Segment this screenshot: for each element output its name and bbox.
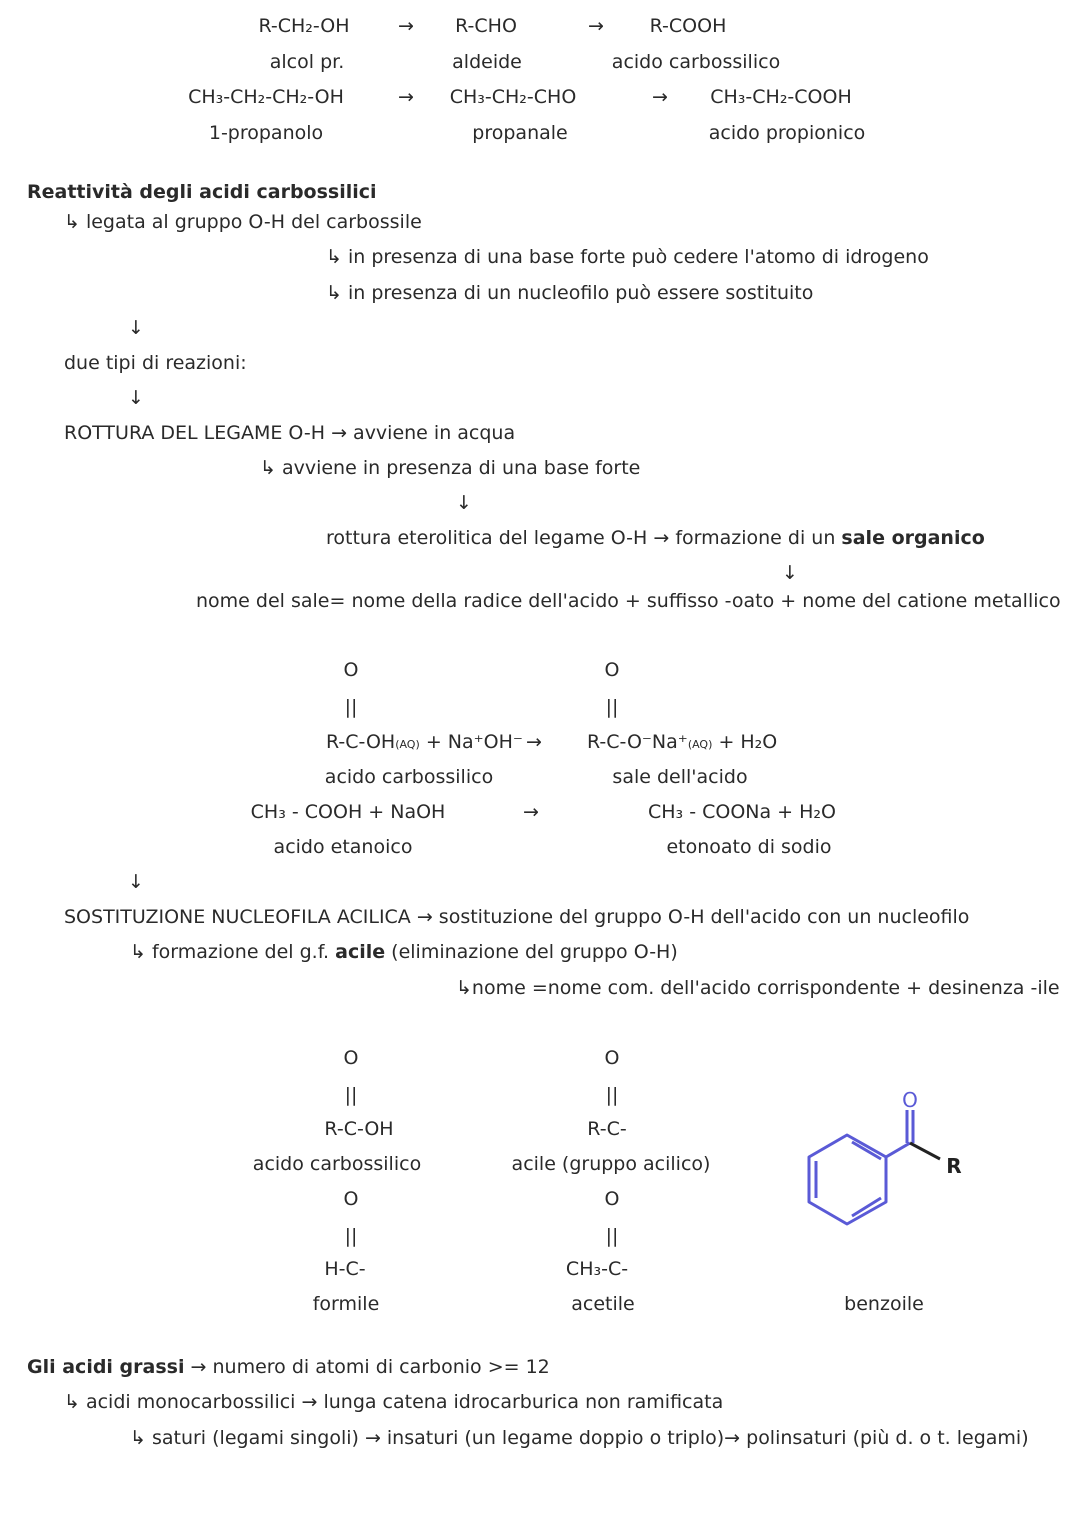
arrow: →: [588, 15, 604, 37]
carbonyl-oxygen: O: [604, 659, 620, 681]
propionic-acid-formula: CH₃-CH₂-COOH: [710, 86, 852, 108]
arrow: →: [398, 15, 414, 37]
ethanoic-reaction-right: CH₃ - COONa + H₂O: [648, 801, 836, 823]
label-acid-salt: sale dell'acido: [612, 766, 748, 788]
heterolytic-note: [326, 529, 985, 548]
arrow: →: [398, 86, 414, 108]
reactivity-note: ↳ legata al gruppo O-H del carbossile: [64, 211, 422, 233]
double-bond: ||: [344, 696, 358, 718]
ethanoic-reaction-left: CH₃ - COOH + NaOH: [250, 801, 446, 823]
organic-salt-term: sale organico: [841, 527, 985, 549]
carbonyl-oxygen: O: [604, 1188, 620, 1210]
acid-formula: R-C-OH: [326, 731, 396, 753]
reactivity-nucleophile-note: ↳ in presenza di un nucleofilo può essere sostituito: [326, 282, 814, 304]
acetyl-structure: CH₃-C-: [565, 1258, 629, 1280]
carbonyl-oxygen: O: [343, 1188, 359, 1210]
down-arrow: ↓: [128, 317, 144, 339]
water-product: + H₂O: [718, 731, 778, 753]
benzene-ring: [809, 1135, 886, 1224]
down-arrow: ↓: [782, 562, 798, 584]
benzoyl-structure: [800, 1085, 975, 1230]
substitution-heading: SOSTITUZIONE NUCLEOFILA ACILICA → sostituzione del gruppo O-H dell'acido con un nucleofilo: [64, 906, 970, 928]
carbonyl-oxygen: O: [343, 1047, 359, 1069]
salt-product: [587, 733, 777, 752]
label-propionic-acid: acido propionico: [708, 122, 866, 144]
benzoyl-r-group: R: [946, 1154, 962, 1178]
acyl-note-pre: ↳ formazione del g.f.: [130, 941, 330, 963]
rottura-heading: ROTTURA DEL LEGAME O-H → avviene in acqua: [64, 422, 516, 444]
oxidation-aldehyde-general: R-CHO: [455, 15, 517, 37]
aqueous-tag: (AQ): [687, 738, 713, 751]
label-benzoyl: benzoile: [844, 1293, 924, 1315]
heterolytic-text: rottura eterolitica del legame O-H → formazione di un: [326, 527, 836, 549]
double-bond: ||: [344, 1084, 358, 1106]
ring-carbonyl-bond: [886, 1143, 910, 1157]
propanal-formula: CH₃-CH₂-CHO: [449, 86, 577, 108]
label-ethanoic-acid: acido etanoico: [273, 836, 413, 858]
aqueous-tag: (AQ): [395, 738, 420, 751]
oxidation-acid-general: R-COOH: [649, 15, 727, 37]
arrow: →: [523, 801, 539, 823]
fatty-acids-chain-note: ↳ acidi monocarbossilici → lunga catena idrocarburica non ramificata: [64, 1391, 724, 1413]
double-bond: ||: [344, 1225, 358, 1247]
double-bond: ||: [605, 696, 619, 718]
formyl-structure: H-C-: [324, 1258, 366, 1280]
down-arrow: ↓: [128, 871, 144, 893]
label-sodium-ethanoate: etonoato di sodio: [666, 836, 832, 858]
arrow: →: [526, 731, 542, 753]
carbonyl-r-bond: [910, 1143, 940, 1159]
fatty-acids-carbon-count: → numero di atomi di carbonio >= 12: [190, 1356, 550, 1378]
label-carboxylic-acid: acido carbossilico: [324, 766, 494, 788]
double-bond: ||: [605, 1084, 619, 1106]
reactivity-base-note: ↳ in presenza di una base forte può cedere l'atomo di idrogeno: [326, 246, 929, 268]
naoh-reactant: + Na⁺OH⁻: [425, 731, 523, 753]
arrow: →: [652, 86, 668, 108]
section-title-reactivity: Reattività degli acidi carbossilici: [27, 181, 377, 203]
two-types-label: due tipi di reazioni:: [64, 352, 247, 374]
benzoyl-oxygen: O: [902, 1088, 918, 1112]
fatty-acids-saturation-note: ↳ saturi (legami singoli) → insaturi (un legame doppio o triplo)→ polinsaturi (più d. o t. legami): [130, 1427, 1029, 1449]
label-carboxylic-acid: acido carbossilico: [611, 51, 781, 73]
down-arrow: ↓: [456, 492, 472, 514]
down-arrow: ↓: [128, 387, 144, 409]
acyl-structure: R-C-: [587, 1118, 627, 1140]
label-acyl-group: acile (gruppo acilico): [511, 1153, 711, 1175]
salt-name-rule: nome del sale= nome della radice dell'acido + suffisso -oato + nome del catione metallico: [196, 590, 1061, 612]
carbonyl-oxygen: O: [343, 659, 359, 681]
acid-structure: R-C-OH: [324, 1118, 394, 1140]
acyl-name-rule: ↳nome =nome com. dell'acido corrispondente + desinenza -ile: [456, 977, 1060, 999]
oxidation-reactant-general: R-CH₂-OH: [258, 15, 350, 37]
acyl-note-post: (eliminazione del gruppo O-H): [391, 941, 678, 963]
fatty-acids-heading: [27, 1358, 550, 1377]
fatty-acids-title: Gli acidi grassi: [27, 1356, 185, 1378]
rottura-base-note: ↳ avviene in presenza di una base forte: [260, 457, 641, 479]
propanol-formula: CH₃-CH₂-CH₂-OH: [188, 86, 344, 108]
carbonyl-oxygen: O: [604, 1047, 620, 1069]
double-bond: ||: [605, 1225, 619, 1247]
label-acetyl: acetile: [571, 1293, 635, 1315]
label-carboxylic-acid: acido carbossilico: [252, 1153, 422, 1175]
acid-reactant: [326, 733, 523, 752]
acyl-term: acile: [335, 941, 386, 963]
label-formyl: formile: [312, 1293, 380, 1315]
salt-formula: R-C-O⁻Na⁺: [587, 731, 688, 753]
acyl-formation-note: [130, 943, 678, 962]
label-primary-alcohol: alcol pr.: [269, 51, 345, 73]
label-aldehyde: aldeide: [452, 51, 522, 73]
label-1-propanol: 1-propanolo: [208, 122, 324, 144]
label-propanal: propanale: [472, 122, 568, 144]
